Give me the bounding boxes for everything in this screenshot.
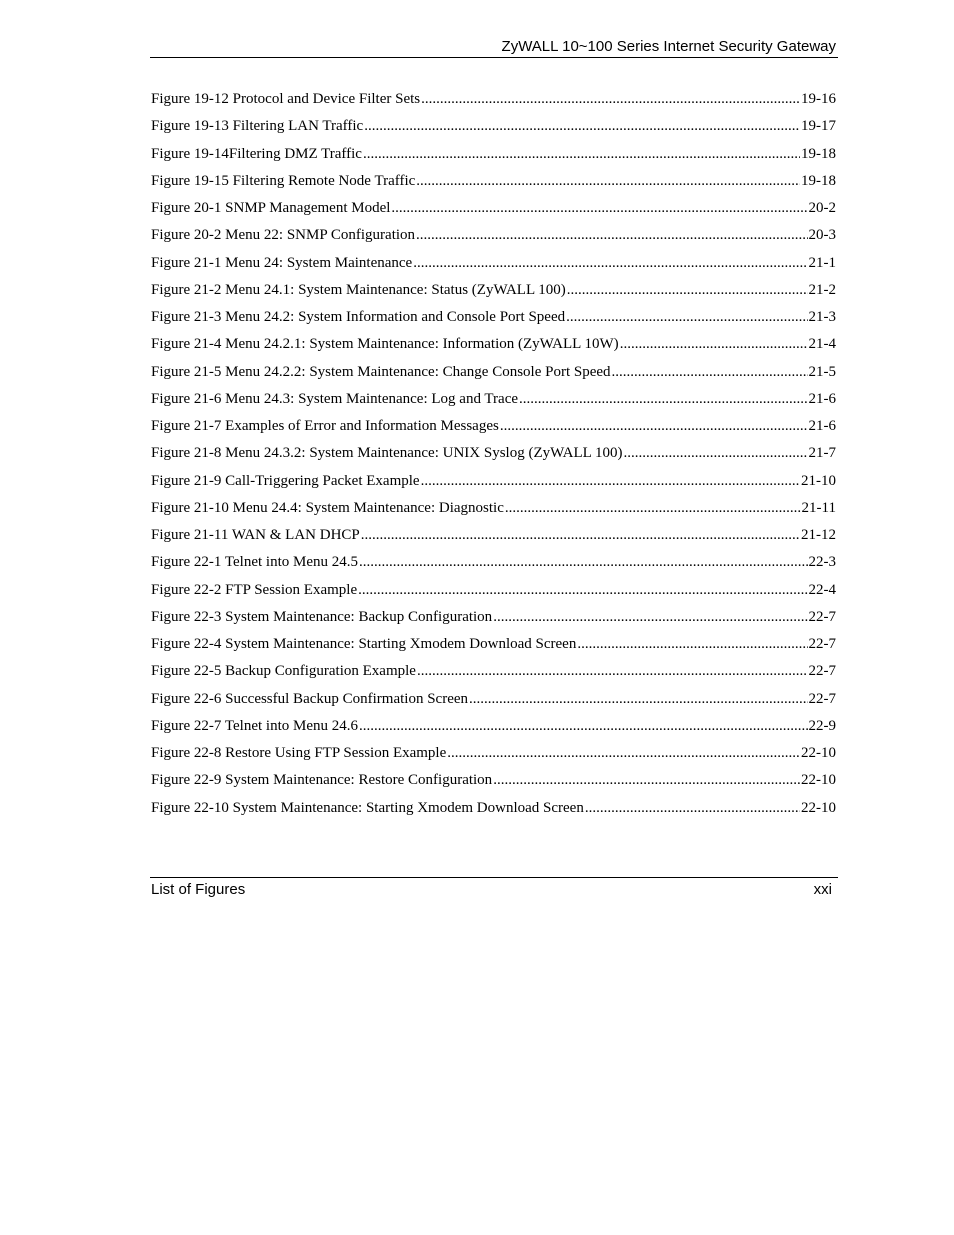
- toc-entry-page: 22-7: [808, 663, 836, 680]
- toc-entry-page: 21-6: [808, 390, 836, 407]
- toc-entry-page: 22-3: [808, 554, 836, 571]
- toc-entry-label: Figure 19-14Filtering DMZ Traffic: [151, 145, 362, 162]
- toc-entry[interactable]: [151, 714, 836, 741]
- toc-entry[interactable]: [151, 360, 836, 387]
- toc-entry-label: Figure 19-15 Filtering Remote Node Traffic: [151, 172, 416, 189]
- toc-entry-label: Figure 20-2 Menu 22: SNMP Configuration: [151, 227, 416, 244]
- dot-leader: [391, 196, 807, 220]
- toc-entry-page: 20-3: [808, 227, 836, 244]
- toc-entry-label: Figure 22-7 Telnet into Menu 24.6: [151, 717, 358, 734]
- toc-entry-label: Figure 21-10 Menu 24.4: System Maintenance: Diagnostic: [151, 499, 504, 516]
- toc-entry-page: 22-9: [808, 717, 836, 734]
- dot-leader: [361, 523, 800, 547]
- dot-leader: [500, 414, 808, 438]
- dot-leader: [493, 605, 807, 629]
- toc-entry[interactable]: [151, 278, 836, 305]
- page-header: [150, 37, 838, 58]
- toc-entry-label: Figure 22-4 System Maintenance: Starting Xmodem Download Screen: [151, 636, 577, 652]
- toc-entry-label: Figure 21-4 Menu 24.2.1: System Maintenance: Information (ZyWALL 10W): [151, 336, 619, 353]
- toc-entry-label: Figure 19-13 Filtering LAN Traffic: [151, 118, 364, 135]
- toc-entry[interactable]: [151, 469, 836, 496]
- toc-entry[interactable]: [151, 523, 836, 550]
- toc-entry-label: Figure 20-1 SNMP Management Model: [151, 200, 391, 216]
- toc-entry[interactable]: [151, 305, 836, 332]
- toc-entry-page: 21-3: [808, 309, 836, 325]
- dot-leader: [505, 496, 801, 520]
- dot-leader: [493, 768, 800, 792]
- toc-entry-page: 21-12: [801, 527, 836, 543]
- toc-entry[interactable]: [151, 414, 836, 441]
- toc-entry-label: Figure 22-1 Telnet into Menu 24.5: [151, 554, 358, 571]
- toc-entry-label: Figure 22-6 Successful Backup Confirmation Screen: [151, 690, 469, 707]
- toc-entry-page: 22-7: [808, 636, 836, 652]
- toc-entry-page: 22-10: [801, 799, 836, 816]
- toc-entry-label: Figure 21-8 Menu 24.3.2: System Maintenance: UNIX Syslog (ZyWALL 100): [151, 445, 623, 462]
- toc-entry-page: 21-10: [801, 472, 836, 489]
- toc-entry-page: 21-4: [808, 336, 836, 353]
- toc-entry[interactable]: [151, 114, 836, 141]
- dot-leader: [417, 659, 808, 683]
- toc-entry-label: Figure 22-8 Restore Using FTP Session Example: [151, 745, 447, 761]
- toc-entry-page: 19-18: [801, 145, 836, 162]
- toc-entry-page: 21-7: [808, 445, 836, 462]
- toc-entry[interactable]: [151, 796, 836, 823]
- toc-entry[interactable]: [151, 223, 836, 250]
- dot-leader: [359, 550, 808, 574]
- toc-entry-label: Figure 21-7 Examples of Error and Information Messages: [151, 418, 499, 434]
- toc-entry-page: 21-6: [808, 418, 836, 434]
- toc-entry-label: Figure 21-3 Menu 24.2: System Information and Console Port Speed: [151, 309, 566, 325]
- toc-entry-label: Figure 19-12 Protocol and Device Filter Sets: [151, 91, 421, 107]
- toc-entry-page: 22-10: [801, 745, 836, 761]
- document-title: ZyWALL 10~100 Series Internet Security Gateway: [501, 38, 836, 55]
- toc-entry-label: Figure 22-3 System Maintenance: Backup Configuration: [151, 608, 493, 625]
- dot-leader: [363, 142, 800, 166]
- toc-entry[interactable]: [151, 332, 836, 359]
- toc-entry-page: 19-16: [801, 91, 836, 107]
- dot-leader: [585, 796, 800, 820]
- toc-entry-page: 22-4: [808, 581, 836, 598]
- dot-leader: [364, 114, 800, 138]
- toc-entry[interactable]: [151, 87, 836, 114]
- toc-entry[interactable]: [151, 768, 836, 795]
- dot-leader: [413, 251, 807, 275]
- toc-entry-label: Figure 22-9 System Maintenance: Restore Configuration: [151, 772, 493, 789]
- toc-entry[interactable]: [151, 441, 836, 468]
- dot-leader: [566, 305, 807, 329]
- dot-leader: [612, 360, 808, 384]
- toc-entry-page: 19-17: [801, 118, 836, 135]
- toc-entry-page: 20-2: [808, 200, 836, 216]
- dot-leader: [421, 87, 800, 111]
- page-footer: [150, 877, 838, 902]
- toc-entry[interactable]: [151, 142, 836, 169]
- toc-entry-label: Figure 21-5 Menu 24.2.2: System Maintenance: Change Console Port Speed: [151, 363, 611, 380]
- footer-section-name: List of Figures: [151, 881, 246, 898]
- list-of-figures: [151, 87, 836, 823]
- dot-leader: [519, 387, 807, 411]
- toc-entry[interactable]: [151, 605, 836, 632]
- dot-leader: [359, 714, 808, 738]
- dot-leader: [447, 741, 800, 765]
- dot-leader: [358, 578, 807, 602]
- toc-entry-label: Figure 21-9 Call-Triggering Packet Example: [151, 472, 420, 489]
- dot-leader: [620, 332, 808, 356]
- toc-entry-page: 19-18: [801, 172, 836, 189]
- footer-page-number: xxi: [813, 881, 832, 898]
- toc-entry-page: 21-5: [808, 363, 836, 380]
- toc-entry-label: Figure 21-2 Menu 24.1: System Maintenance: Status (ZyWALL 100): [151, 281, 566, 298]
- toc-entry-page: 21-2: [808, 281, 836, 298]
- toc-entry-label: Figure 21-1 Menu 24: System Maintenance: [151, 254, 413, 271]
- dot-leader: [421, 469, 800, 493]
- toc-entry[interactable]: [151, 196, 836, 223]
- dot-leader: [469, 687, 807, 711]
- toc-entry-page: 21-11: [801, 499, 836, 516]
- dot-leader: [623, 441, 807, 465]
- toc-entry[interactable]: [151, 251, 836, 278]
- toc-entry-page: 22-7: [808, 690, 836, 707]
- dot-leader: [416, 223, 807, 247]
- toc-entry-label: Figure 22-2 FTP Session Example: [151, 581, 358, 598]
- toc-entry[interactable]: [151, 578, 836, 605]
- toc-entry[interactable]: [151, 687, 836, 714]
- toc-entry[interactable]: [151, 387, 836, 414]
- toc-entry[interactable]: [151, 741, 836, 768]
- dot-leader: [567, 278, 808, 302]
- toc-entry-page: 21-1: [808, 254, 836, 271]
- toc-entry[interactable]: [151, 659, 836, 686]
- toc-entry[interactable]: [151, 550, 836, 577]
- toc-entry-page: 22-7: [808, 608, 836, 625]
- toc-entry-label: Figure 22-10 System Maintenance: Starting Xmodem Download Screen: [151, 799, 584, 816]
- toc-entry-label: Figure 22-5 Backup Configuration Example: [151, 663, 416, 680]
- toc-entry-label: Figure 21-6 Menu 24.3: System Maintenance: Log and Trace: [151, 390, 519, 407]
- dot-leader: [416, 169, 800, 193]
- toc-entry-label: Figure 21-11 WAN & LAN DHCP: [151, 527, 360, 543]
- toc-entry-page: 22-10: [801, 772, 836, 789]
- dot-leader: [577, 632, 807, 656]
- toc-entry[interactable]: [151, 632, 836, 659]
- toc-entry[interactable]: [151, 169, 836, 196]
- toc-entry[interactable]: [151, 496, 836, 523]
